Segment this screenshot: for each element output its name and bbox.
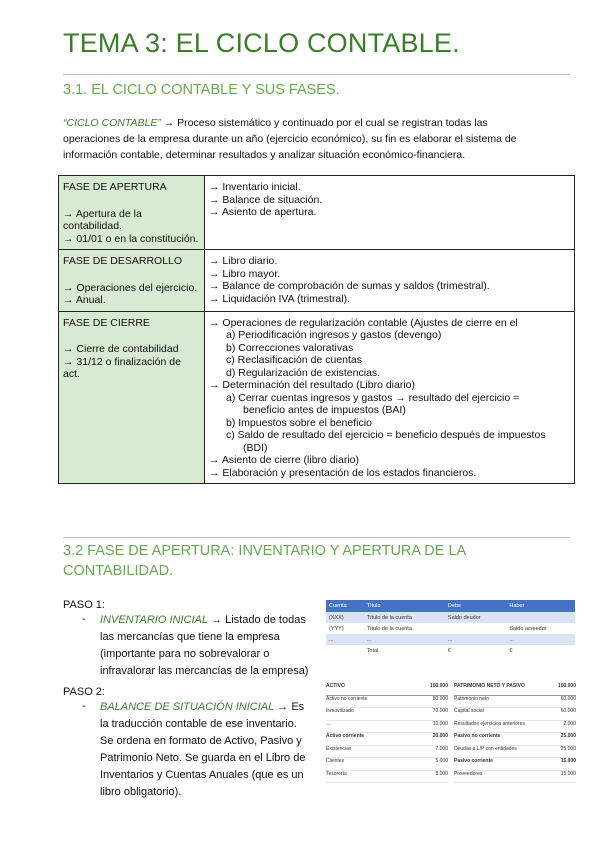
balance-row [454, 696, 576, 709]
phase-detail: → 01/01 o en la constitución. [63, 232, 199, 245]
phase-item: → Balance de situación. [209, 193, 323, 206]
column-header: Debe [445, 600, 506, 612]
balance-sheet [326, 683, 576, 783]
phase-subitem-cont: (BDI) [243, 441, 268, 454]
balance-value: 80.000 [432, 695, 448, 702]
balance-assets [326, 683, 448, 783]
phase-detail: → Anual. [63, 294, 106, 306]
step1-label: PASO 1: [63, 599, 105, 611]
table-row [326, 623, 575, 634]
balance-label: Inmovilizado [326, 708, 354, 714]
balance-row [454, 746, 576, 759]
phase-item: → Asiento de apertura. [209, 206, 317, 218]
balance-row [454, 721, 576, 734]
definition-line: → Proceso sistemático y continuado por el cual se registran todas las [160, 117, 488, 129]
balance-label: Patrimonio neto [454, 695, 490, 702]
phase-item: → Libro mayor. [209, 267, 281, 280]
table-cell: Título de la cuenta [364, 612, 445, 623]
phase-cell [59, 311, 205, 484]
balance-row [326, 708, 448, 721]
balance-row [454, 708, 576, 721]
cycle-definition [63, 115, 573, 163]
phase-row-apertura [59, 176, 575, 250]
phase-items [205, 176, 575, 250]
phase-subitem: a) Cerrar cuentas ingresos y gastos → resultado del ejercicio = [226, 391, 520, 404]
balance-label: Proveedores [454, 770, 483, 777]
bullet-dash: - [82, 613, 86, 625]
phase-cell [59, 250, 205, 312]
phase-subitem: a) Periodificación ingresos y gastos (devengo) [226, 329, 442, 341]
definition-line: operaciones de la empresa durante un año (ejercicio económico), su fin es elaborar el sistema de [63, 133, 517, 145]
balance-label: Activo no corriente [326, 695, 368, 702]
phase-subitem: b) Impuestos sobre el beneficio [226, 416, 372, 429]
phase-subitem: c) Reclasificación de cuentas [226, 354, 362, 366]
phase-items [205, 311, 575, 484]
phase-item: → Asiento de cierre (libro diario) [209, 454, 359, 466]
table-cell: (YYY) [326, 623, 364, 634]
balance-value: 2.000 [563, 720, 576, 727]
phase-subitem: d) Regularización de existencias. [226, 366, 381, 379]
balance-value: 25.000 [560, 745, 576, 752]
phase-item: → Inventario inicial. [209, 181, 301, 193]
inventory-header-row [326, 600, 575, 612]
phase-item: → Balance de comprobación de sumas y saldos (trimestral). [209, 280, 490, 292]
section-divider [63, 537, 570, 538]
column-header: Título [364, 600, 445, 612]
balance-value: 10.000 [432, 720, 448, 727]
balance-label: ... [326, 720, 331, 727]
phase-name: FASE DE DESARROLLO [63, 255, 183, 267]
table-row [326, 634, 575, 645]
balance-value: 20.000 [432, 733, 448, 739]
balance-value: 7.000 [435, 745, 448, 752]
phase-subitem: c) Saldo de resultado del ejercicio = beneficio después de impuestos [226, 429, 546, 441]
table-cell: € [445, 645, 506, 656]
balance-row [454, 683, 576, 696]
section-heading-3-1: 3.1. EL CICLO CONTABLE Y SUS FASES. [63, 82, 340, 98]
balance-value: 15.000 [560, 758, 576, 764]
heading-line: CONTABILIDAD. [63, 563, 174, 579]
section-heading-3-2 [63, 541, 466, 581]
phase-detail: → Operaciones del ejercicio. [63, 281, 198, 294]
balance-liabilities [454, 683, 576, 783]
column-header: Cuenta [326, 600, 364, 612]
table-cell [506, 612, 575, 623]
balance-label: Pasivo no corriente [454, 733, 501, 739]
column-header: Haber [506, 600, 575, 612]
balance-label: PATRIMONIO NETO Y PASIVO [454, 683, 525, 689]
phase-row-desarrollo [59, 250, 575, 312]
balance-label: Clientes [326, 758, 345, 764]
table-cell [326, 645, 364, 656]
page-title: TEMA 3: EL CICLO CONTABLE. [63, 28, 460, 58]
phase-name: FASE DE APERTURA [63, 181, 167, 193]
phase-subitem: b) Correcciones valorativas [226, 341, 354, 354]
balance-row [326, 721, 448, 734]
balance-row [326, 771, 448, 784]
table-cell: Total [364, 645, 445, 656]
phase-detail: → Apertura de la contabilidad. [63, 207, 142, 232]
balance-label: Resultados ejercicios anteriores [454, 720, 525, 727]
phase-cell [59, 176, 205, 250]
step1-description: → Listado de todas las mercancías que tiene la empresa (importante para no sobrevalorar o infravalorar las mercancías de la empresa) [100, 614, 309, 677]
step1-text [100, 612, 313, 680]
phase-items [205, 250, 575, 312]
balance-label: Deudas a L/P con entidades [454, 745, 517, 752]
balance-row [454, 771, 576, 784]
balance-value: 70.000 [432, 708, 448, 714]
balance-value: 25.000 [560, 733, 576, 739]
phase-item: → Determinación del resultado (Libro diario) [209, 379, 416, 391]
balance-label: Capital social [454, 708, 484, 714]
table-cell: ... [445, 634, 506, 645]
table-cell: ... [364, 634, 445, 645]
phase-subitem-cont: beneficio antes de impuestos (BAI) [243, 404, 406, 416]
table-cell: Título de la cuenta [364, 623, 445, 634]
phases-table [58, 175, 575, 484]
title-divider [63, 74, 570, 75]
step2-description: → Es la traducción contable de ese inventario. Se ordena en formato de Activo, Pasivo y Patrimonio Neto. Se guarda en el Libro de Inventarios y Cuentas Anuales (que es un libro obligatorio). [100, 701, 306, 798]
phase-item: → Elaboración y presentación de los estados financieros. [209, 466, 477, 479]
phase-name: FASE DE CIERRE [63, 316, 150, 329]
cycle-term: “CICLO CONTABLE” [63, 117, 161, 129]
balance-value: 15.000 [560, 770, 576, 777]
balance-row [454, 733, 576, 746]
table-cell: € [506, 645, 575, 656]
balance-row [326, 733, 448, 746]
balance-value: 60.000 [560, 708, 576, 714]
step2-text [100, 699, 313, 801]
step2-label: PASO 2: [63, 686, 105, 698]
table-cell: ... [506, 634, 575, 645]
phase-item: → Liquidación IVA (trimestral). [209, 292, 351, 305]
table-cell: (XXX) [326, 612, 364, 623]
phase-detail: → 31/12 o finalización de act. [63, 355, 181, 380]
inventory-term: INVENTARIO INICIAL [100, 614, 208, 626]
bullet-dash: - [82, 700, 86, 712]
heading-line: 3.2 FASE DE APERTURA: INVENTARIO Y APERTURA DE LA [63, 543, 467, 559]
balance-row [326, 683, 448, 696]
balance-row [326, 696, 448, 709]
balance-row [454, 758, 576, 771]
balance-value: 60.000 [560, 695, 576, 702]
balance-value: 100.000 [429, 683, 448, 689]
balance-label: Existencias [326, 745, 352, 752]
table-cell [445, 623, 506, 634]
phase-item: → Operaciones de regularización contable (Ajustes de cierre en el [209, 316, 518, 329]
balance-value: 8.000 [435, 770, 448, 777]
table-row [326, 645, 575, 656]
inventory-table [326, 600, 575, 656]
phase-row-cierre [59, 311, 575, 484]
phase-detail: → Cierre de contabilidad [63, 343, 179, 355]
balance-label: Tesorería [326, 770, 347, 777]
table-cell: Saldo deudor [445, 612, 506, 623]
balance-value: 100.000 [557, 683, 576, 689]
phase-item: → Libro diario. [209, 255, 278, 267]
table-cell: ... [326, 634, 364, 645]
balance-value: 5.000 [435, 758, 448, 764]
balance-term: BALANCE DE SITUACIÓN INICIAL [100, 701, 275, 713]
table-cell: Saldo acreedor [506, 623, 575, 634]
balance-row [326, 746, 448, 759]
table-row [326, 612, 575, 623]
balance-row [326, 758, 448, 771]
balance-label: Activo corriente [326, 733, 365, 739]
balance-label: Pasivo corriente [454, 758, 493, 764]
balance-label: ACTIVO [326, 683, 345, 689]
definition-line: información contable, determinar resultados y analizar situación económico-financiera. [63, 149, 466, 161]
